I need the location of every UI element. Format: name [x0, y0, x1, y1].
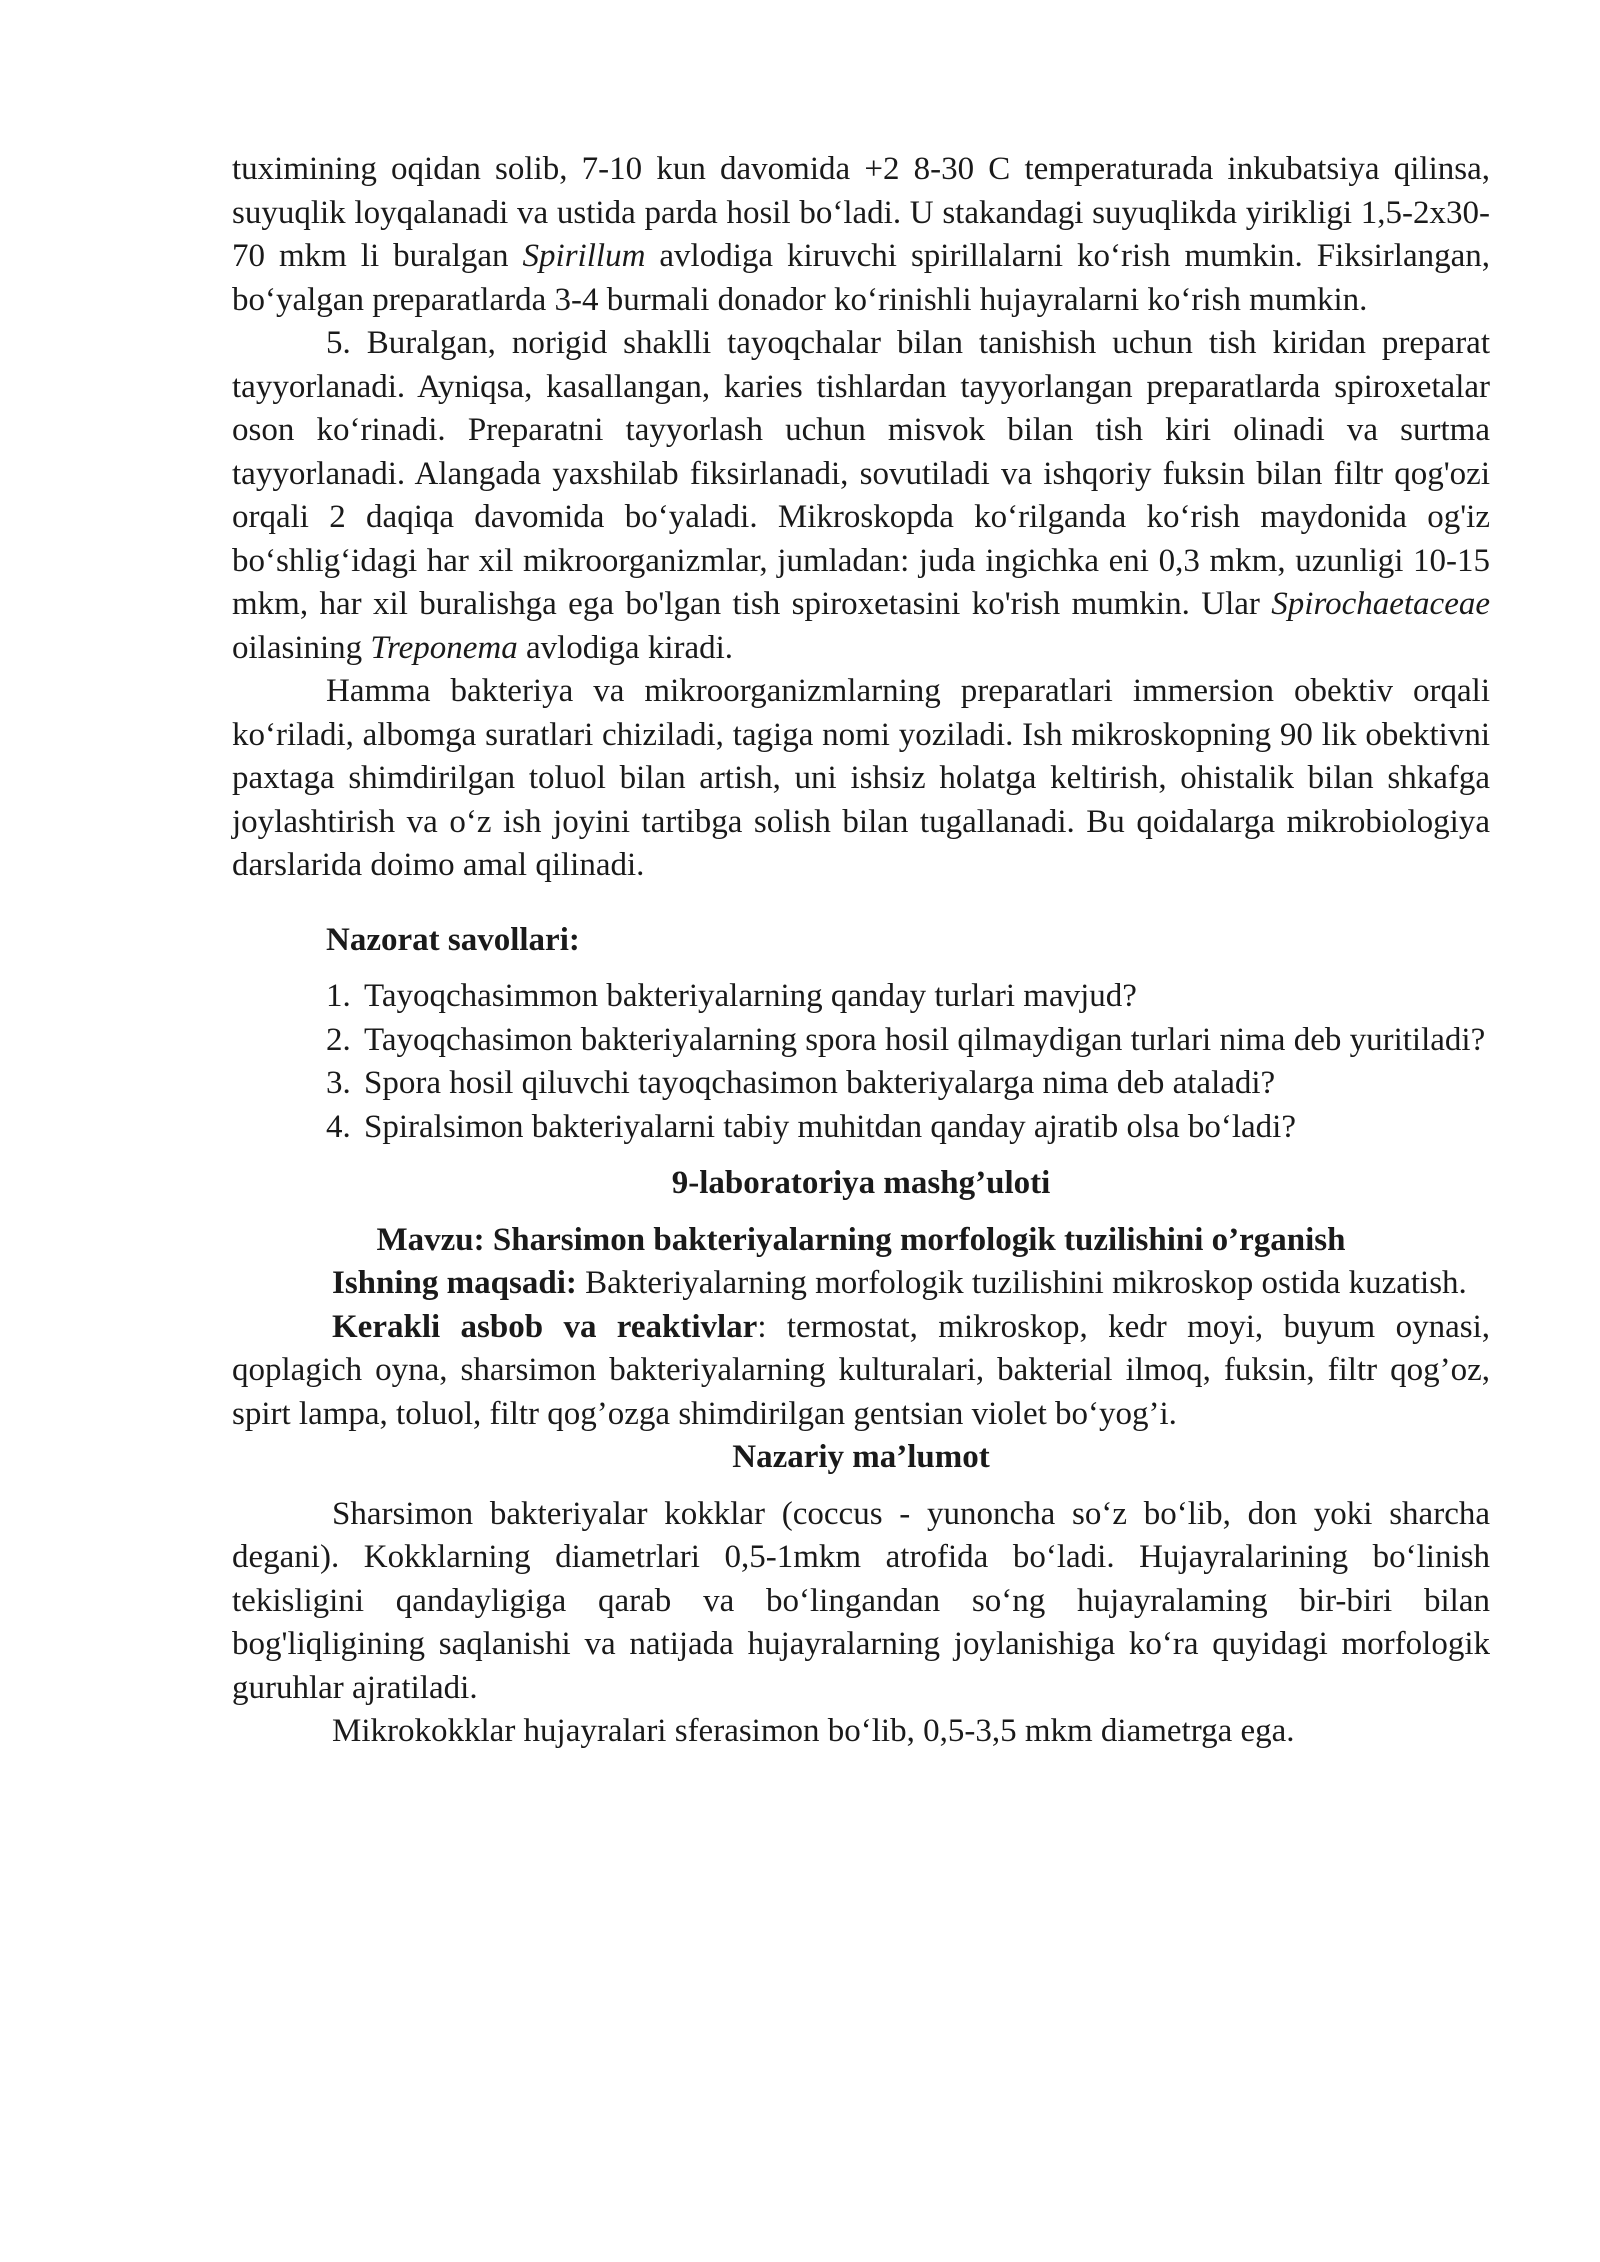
lab-tools-text: : termostat, mikroskop, kedr moyi, buyum oynasi, qoplagich oyna, sharsimon bakteriyalarning kulturalari, bakterial ilmoq, fuksin, filtr qog’oz, spirt lampa, toluol, filtr qog’ozga shimdirilgan gentsian violet bo‘yog’i. [232, 1308, 1490, 1432]
lab-aim [232, 1262, 1490, 1306]
genus-name: Treponema [370, 629, 518, 666]
paragraph-micrococci: Mikrokokklar hujayralari sferasimon bo‘lib, 0,5-3,5 mkm diametrga ega. [332, 1713, 1295, 1749]
list-item-number: 2. [326, 1021, 351, 1058]
list-item [232, 1106, 1490, 1150]
lab-aim-text: Bakteriyalarning morfologik tuzilishini mikroskop ostida kuzatish. [576, 1265, 1467, 1301]
control-questions-list [232, 975, 1490, 1149]
list-item-text: Spora hosil qiluvchi tayoqchasimon bakteriyalarga nima deb ataladi? [364, 1065, 1276, 1101]
paragraph-text: 5. Buralgan, norigid shaklli tayoqchalar bilan tanishish uchun tish kiridan preparat tayyorlanadi. Ayniqsa, kasallangan, karies tishlardan tayyorlangan preparatlarda spiroxetalar oson ko‘rinadi. Preparatni tayyorlash uchun misvok bilan tish kiri olinadi va surtma tayyorlanadi. Alangada yaxshilab fiksirlanadi, sovutiladi va ishqoriy fuksin bilan filtr qog'ozi orqali 2 daqiqa davomida bo‘yaladi. Mikroskopda ko‘rilganda ko‘rish maydonida og'iz bo‘shlig‘idagi har xil mikroorganizmlar, jumladan: juda ingichka eni 0,3 mkm, uzunligi 10-15 mkm, har xil buralishga ega bo'lgan tish spiroxetasini ko'rish mumkin. Ular [232, 325, 1490, 622]
lab-topic: Mavzu: Sharsimon bakteriyalarning morfologik tuzilishini o’rganish [376, 1221, 1346, 1258]
document-page [232, 148, 1490, 1754]
paragraph-spirillum [232, 148, 1490, 322]
paragraph-text: avlodiga kiradi. [517, 629, 734, 666]
paragraph-spirochetes [232, 322, 1490, 670]
paragraph-immersion: Hamma bakteriya va mikroorganizmlarning preparatlari immersion obektiv orqali ko‘riladi, albomga suratlari chiziladi, tagiga nomi yoziladi. Ish mikroskopning 90 lik obektivni paxtaga shimdirilgan toluol bilan artish, uni ishsiz holatga keltirish, ohistalik bilan shkafga joylashtirish va o‘z ish joyini tartibga solish bilan tugallanadi. Bu qoidalarga mikrobiologiya darslarida doimo amal qilinadi. [232, 673, 1490, 883]
paragraph-text: tuximining oqidan solib, 7-10 kun davomida +2 8-30 C temperaturada inkubatsiya qilinsa, suyuqlik loyqalanadi va ustida parda hosil bo‘ladi. U stakandagi suyuqlikda yirikligi 1,5-2x30-70 mkm li buralgan [232, 151, 1490, 274]
list-item-text: Tayoqchasimmon bakteriyalarning qanday turlari mavjud? [364, 978, 1137, 1014]
list-item-number: 1. [326, 978, 351, 1014]
lab-tools-label: Kerakli asbob va reaktivlar [332, 1308, 758, 1345]
theory-heading: Nazariy ma’lumot [732, 1439, 990, 1475]
paragraph-text: avlodiga kiruvchi spirillalarni ko‘rish mumkin. Fiksirlangan, bo‘yalgan preparatlarda 3-4 burmali donador ko‘rinishli hujayralarni ko‘rish mumkin. [232, 238, 1490, 318]
paragraph-text: oilasining [232, 629, 371, 666]
family-name: Spirochaetaceae [1271, 586, 1490, 622]
lab-aim-label: Ishning maqsadi: [332, 1265, 577, 1301]
lab-title: 9-laboratoriya mashg’uloti [671, 1165, 1051, 1201]
list-item-number: 3. [326, 1065, 351, 1101]
genus-name: Spirillum [522, 238, 646, 274]
list-item [232, 975, 1490, 1019]
list-item-text: Tayoqchasimon bakteriyalarning spora hosil qilmaydigan turlari nima deb yuritiladi? [364, 1021, 1486, 1058]
control-questions-heading: Nazorat savollari: [326, 921, 580, 958]
lab-tools [232, 1306, 1490, 1437]
paragraph-cocci: Sharsimon bakteriyalar kokklar (coccus - yunoncha so‘z bo‘lib, don yoki sharcha degani). Kokklarning diametrlari 0,5-1mkm atrofida bo‘ladi. Hujayralarining bo‘linish tekisligini qandayligiga qarab va bo‘lingandan so‘ng hujayralaming bir-biri bilan bog'liqligining saqlanishi va natijada hujayralarning joylanishiga ko‘ra quyidagi morfologik guruhlar ajratiladi. [232, 1495, 1490, 1706]
list-item [232, 1062, 1490, 1106]
list-item [232, 1019, 1490, 1063]
list-item-number: 4. [326, 1108, 351, 1145]
list-item-text: Spiralsimon bakteriyalarni tabiy muhitdan qanday ajratib olsa bo‘ladi? [364, 1108, 1296, 1145]
